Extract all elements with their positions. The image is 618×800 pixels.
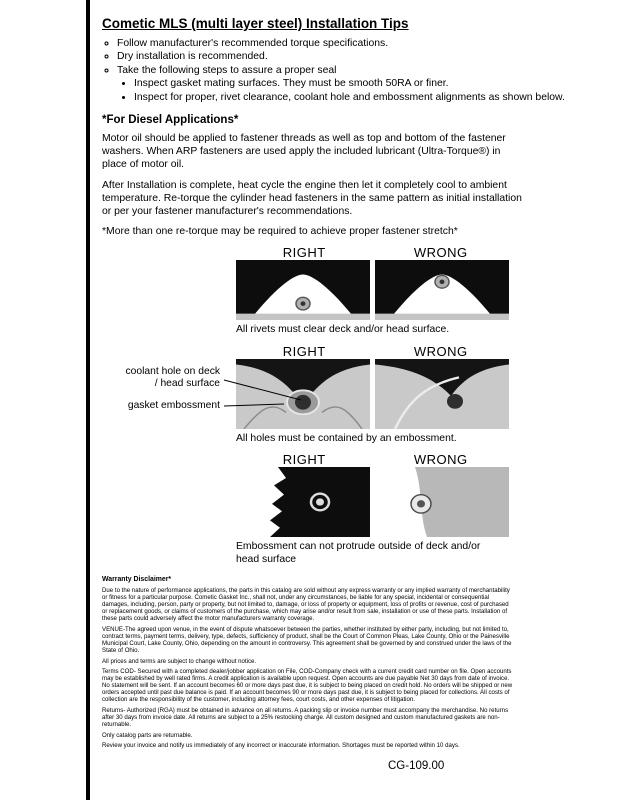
diesel-applications-heading: *For Diesel Applications* xyxy=(102,114,239,127)
wrong-label: WRONG xyxy=(413,343,468,359)
diesel-paragraph-2: After Installation is complete, heat cycle the engine then let it completely cool to ambient temperature. Re-torque the cylinder head fasteners in the same pattern as initial installation or per your fastener manufacturer's recommendations. xyxy=(102,180,522,218)
callout-gasket-embossment: gasket embossment xyxy=(127,399,220,411)
diagram-row3-images xyxy=(236,467,512,537)
disclaimer-paragraph: All prices and terms are subject to change without notice. xyxy=(102,657,257,665)
subtip-item: • Inspect for proper, rivet clearance, coolant hole and embossment alignments as shown below. xyxy=(134,92,594,104)
disclaimer-paragraph: Terms COD- Secured with a completed dealer/jobber application on File, COD-Company check with a current credit card number on file. Open accounts may be established by well rated firms. A credit application is available upon request. Open accounts are due payable Net 30 days from date of invoice. No statement will be sent. If an account becomes 60 or more days past due, it is subject to being placed on credit hold. No orders will be shipped or new orders accepted until past due balance is paid. If an account becomes 90 or more days past due, it is subject to being placed for collections. All costs of collection are the responsibility of the customer, including attorney fees, court costs, and other expenses of litigation. xyxy=(102,668,513,704)
disclaimer-paragraph: Only catalog parts are returnable. xyxy=(102,731,193,739)
disclaimer-paragraph: Due to the nature of performance applications, the parts in this catalog are sold without any express warranty or any implied warranty of merchantability or fitness for a particular purpose. Cometic Gasket Inc., shall not, under any circumstances, be liable for any special, incidental or consequential damages, including, person, party or property, but not limited to, damage, or loss of property or equipment, loss of profits or revenue, cost of purchased or replacement goods, or claims of customers of the purchase, which may arise and/or result from sale, installation or use of these parts. Installation of these parts could adversely affect the motor manufacturers warranty coverage. xyxy=(102,587,510,623)
embossment-wrong-image xyxy=(375,467,509,537)
page-title: Cometic MLS (multi layer steel) Installation Tips xyxy=(102,16,409,31)
page-number: CG-109.00 xyxy=(388,760,445,772)
diagram-row2-headers xyxy=(236,344,509,359)
diagram-row-embossment xyxy=(236,452,512,566)
rivets-right-image xyxy=(236,260,370,320)
subtip-item: • Inspect gasket mating surfaces. They must be smooth 50RA or finer. xyxy=(134,78,594,90)
holes-wrong-image xyxy=(375,359,509,429)
diesel-paragraph-1: Motor oil should be applied to fastener threads as well as top and bottom of the fastener washers. When ARP fasteners are used apply the included lubricant (Ultra-Torque®) in place of motor oil. xyxy=(102,133,506,171)
right-label: RIGHT xyxy=(282,452,326,468)
right-label: RIGHT xyxy=(282,245,326,261)
disclaimer-paragraph: Returns- Authorized (RGA) must be obtained in advance on all returns. A packing slip or invoice number must accompany the merchandise. No returns after 30 days from invoice date. All returns are subject to a 25% restocking charge. All custom designed and custom manufactured gaskets are non-returnable. xyxy=(102,706,509,729)
tip-item-label: Take the following steps to assure a proper seal xyxy=(117,64,337,76)
coolant-hole-icon xyxy=(447,394,463,409)
embossment-right-image xyxy=(236,467,370,537)
tip-item: ◦ Dry installation is recommended. xyxy=(117,51,594,63)
rivets-wrong-image xyxy=(375,260,509,320)
diagram-row1-images xyxy=(236,260,512,320)
coolant-hole-icon xyxy=(295,395,311,410)
left-margin-rule xyxy=(86,0,90,800)
wrong-label: WRONG xyxy=(413,452,468,468)
holes-right-image xyxy=(236,359,370,429)
diagram-row3-caption: Embossment can not protrude outside of deck and/or head surface xyxy=(236,541,481,565)
callout-coolant-hole: coolant hole on deck / head surface xyxy=(125,365,220,389)
retorque-note: *More than one re-torque may be required to achieve proper fastener stretch* xyxy=(102,226,458,238)
warranty-disclaimer xyxy=(102,576,514,753)
diagram-row1-headers xyxy=(236,245,509,260)
right-label: RIGHT xyxy=(282,343,326,359)
diagram-row-holes xyxy=(125,343,512,445)
wrong-label: WRONG xyxy=(413,245,468,261)
diagram-section xyxy=(125,245,512,566)
disclaimer-paragraph: Review your invoice and notify us immediately of any incorrect or inaccurate information. Shortages must be reported within 10 days. xyxy=(102,742,460,750)
installation-subtips-list xyxy=(117,78,594,104)
page-content xyxy=(102,16,594,750)
diagram-row2-images xyxy=(236,359,512,429)
diagram-row3-headers xyxy=(236,452,509,467)
diagram-row1-caption: All rivets must clear deck and/or head surface. xyxy=(236,324,450,336)
tip-item xyxy=(117,65,594,104)
installation-tips-list xyxy=(102,38,594,104)
disclaimer-paragraph: VENUE-The agreed upon venue, in the event of dispute whatsoever between the parties, whether instituted by either party, including, but not limited to, contract terms, payment terms, delivery, type, defects, sufficiency of product, shall be the Court of Common Pleas, Lake County, Ohio or the Painesville Municipal Court, Lake County, Ohio, depending on the amount in controversy. This agreement shall be governed by and construed under the laws of the State of Ohio. xyxy=(102,625,512,654)
diagram-row-rivets xyxy=(236,245,512,336)
warranty-disclaimer-heading: Warranty Disclaimer* xyxy=(102,576,172,583)
tip-item: ◦ Follow manufacturer's recommended torque specifications. xyxy=(117,38,594,50)
diagram-row2-caption: All holes must be contained by an embossment. xyxy=(236,432,457,444)
